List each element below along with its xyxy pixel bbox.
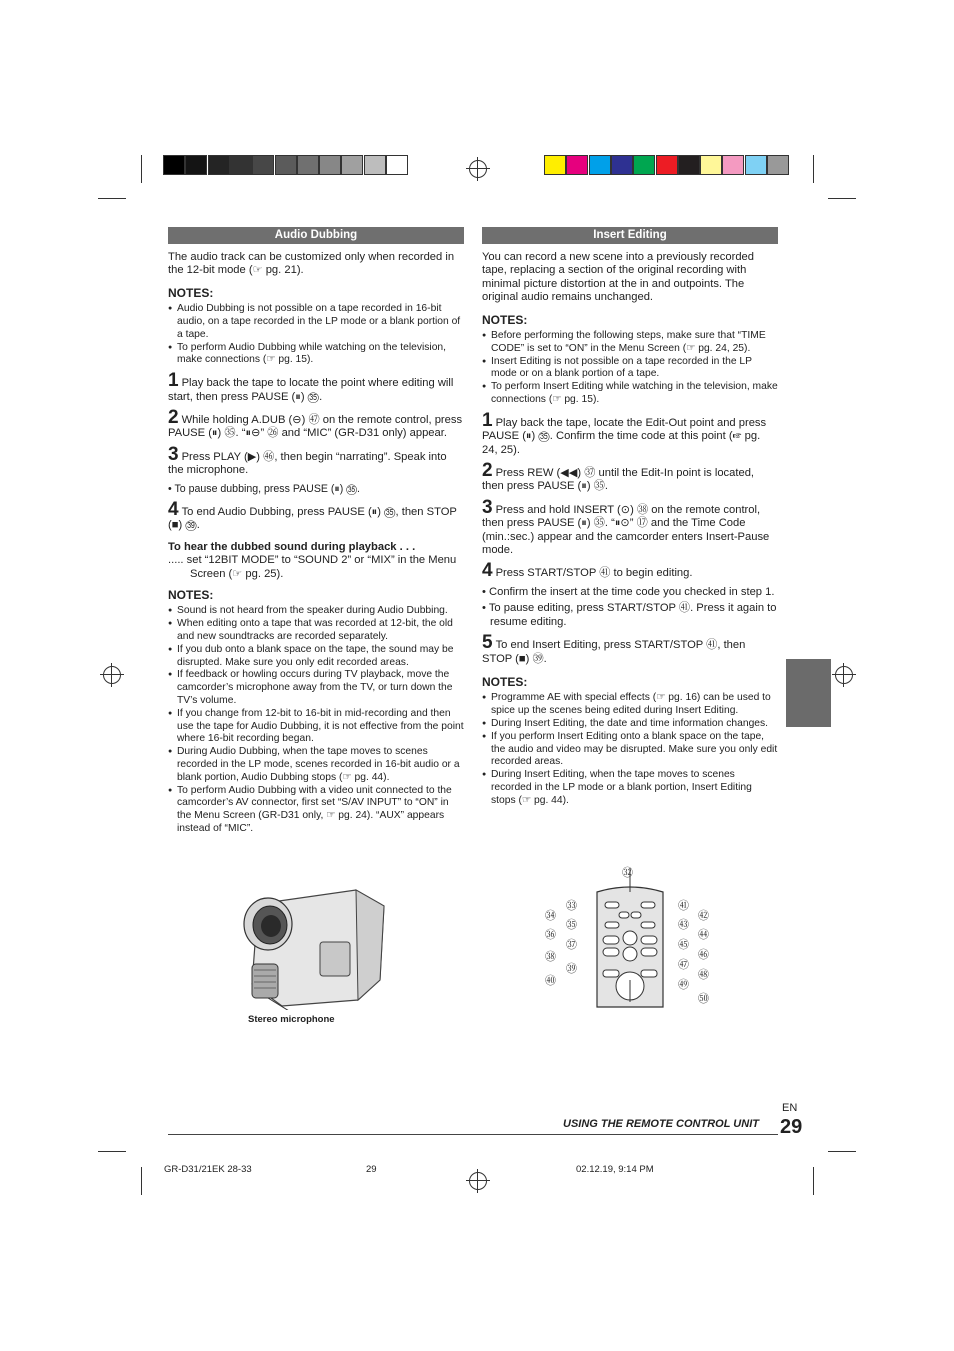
step-number: 3 [482,496,493,518]
sub-note: • To pause editing, press START/STOP ㊶. Press it again to resume editing. [482,602,777,628]
color-swatch [163,155,185,175]
notes-heading: NOTES: [168,285,214,300]
registration-mark-icon [469,1172,487,1190]
step-text: Press and hold INSERT (⊙) ㊳ on the remote control, then press PAUSE (⏸) ㉟. “⏸⊙” ⑰ and the Time Code (min.:sec.) appear and the camcorder enters Insert-Pause mode. [482,503,770,557]
step-text: Play back the tape, locate the Edit-Out point and press PAUSE (⏸) ㉟. Confirm the time code at this point (☞ pg. 24, 25). [482,416,767,456]
color-swatch [678,155,700,175]
note-item: ● Programme AE with special effects (☞ pg. 16) can be used to spice up the scenes being edited during Insert Editing. [482,692,778,718]
camcorder-illustration [238,884,388,1010]
figure-caption: Stereo microphone [248,1014,335,1025]
remote-label: ㊿ [698,993,709,1005]
color-swatch [544,155,566,175]
color-swatch [722,155,744,175]
remote-label: ㊵ [545,975,556,987]
section-tab [786,659,831,727]
note-item: ● To perform Audio Dubbing while watching on the television, make connections (☞ pg. 15). [168,342,464,368]
crop-mark [141,1167,142,1195]
notes-heading: NOTES: [482,674,528,689]
sub-note: • Confirm the insert at the time code you checked in step 1. [482,585,775,598]
color-swatch [589,155,611,175]
hear-text: ..... set “12BIT MODE” to “SOUND 2” or “MIX” in the Menu Screen (☞ pg. 25). [168,554,457,580]
remote-label: ㊻ [698,949,709,961]
note-item: ● Sound is not heard from the speaker during Audio Dubbing. [168,605,464,618]
note-item: ● To perform Audio Dubbing with a video unit connected to the camcorder’s AV connector, first set “S/AV INPUT” to “ON” in the Menu Screen (GR-D31 only, ☞ pg. 24). “AUX” appears instead of “MIC”. [168,785,464,836]
sheet-number: 29 [366,1164,377,1175]
remote-label: ㊾ [678,979,689,991]
remote-label: ㊺ [678,939,689,951]
note-item: ● If feedback or howling occurs during TV playback, move the camcorder’s microphone away from the TV, or turn down the TV’s volume. [168,669,464,707]
step-3 [168,443,464,478]
remote-label: ㊷ [698,910,709,922]
section-footer: USING THE REMOTE CONTROL UNIT [563,1118,759,1130]
intro-text: The audio track can be customized only when recorded in the 12-bit mode (☞ pg. 21). [168,251,455,277]
color-swatch [185,155,207,175]
step-number: 1 [482,409,493,431]
color-swatch [341,155,363,175]
color-swatch [319,155,341,175]
hear-heading: To hear the dubbed sound during playback . . . [168,540,416,553]
color-swatch [364,155,386,175]
step-text: To end Audio Dubbing, press PAUSE (⏸) ㉟, then STOP (■) ㊴. [168,506,457,532]
section-header: Insert Editing [482,227,778,244]
color-swatch [611,155,633,175]
color-swatch [230,155,252,175]
crop-mark [813,155,814,183]
color-swatch [208,155,230,175]
crop-mark [828,1151,856,1152]
step-1 [482,409,778,457]
remote-label: ㉞ [545,910,556,922]
intro-text: You can record a new scene into a previously recorded tape, replacing a section of the original recording with minimal picture distortion at the in and outpoints. The original audio remains unchanged. [482,251,754,304]
notes-heading: NOTES: [482,312,528,327]
note-item: ● When editing onto a tape that was recorded at 12-bit, the old and new soundtracks are recorded separately. [168,618,464,644]
note-item: ● If you dub onto a blank space on the tape, the sound may be disrupted. Make sure you only edit recorded areas. [168,644,464,670]
remote-label: ㊲ [566,939,577,951]
remote-label: ㊶ [678,900,689,912]
step-number: 2 [168,407,179,429]
color-swatch [633,155,655,175]
step-text: Press PLAY (▶) ㊻, then begin “narrating”. Speak into the microphone. [168,450,447,477]
remote-label: ㊱ [545,929,556,941]
color-swatch [386,155,408,175]
remote-label: ㊳ [545,951,556,963]
step-text: Press REW (◀◀) ㊲ until the Edit-In point is located, then press PAUSE (⏸) ㉟. [482,467,755,493]
step-text: Press START/STOP ㊶ to begin editing. [495,567,693,580]
color-swatch [745,155,767,175]
remote-label: ㊽ [698,969,709,981]
step-4 [482,560,778,582]
color-swatch [275,155,297,175]
note-item: ● During Insert Editing, when the tape moves to scenes recorded in the LP mode or a blank portion, Insert Editing stops (☞ pg. 44). [482,769,778,807]
step-3 [482,496,778,558]
remote-label: ㉝ [566,900,577,912]
step-2 [482,460,778,494]
remote-label: ㉟ [566,919,577,931]
note-item: ● During Insert Editing, the date and time information changes. [482,718,778,731]
color-swatch [767,155,789,175]
language-label: EN [782,1102,798,1114]
crop-mark [141,155,142,183]
file-name: GR-D31/21EK 28-33 [164,1164,252,1175]
step-5 [482,632,778,666]
note-item: ● Insert Editing is not possible on a tape recorded in the LP mode or on a blank portion of a tape. [482,356,778,382]
color-swatch [297,155,319,175]
step-4 [168,499,464,533]
remote-label: ㊴ [566,963,577,975]
note-item: ● To perform Insert Editing while watching in the television, make connections (☞ pg. 15). [482,381,778,407]
color-swatch [656,155,678,175]
notes-heading: NOTES: [168,588,214,603]
color-swatch [700,155,722,175]
pause-note: • To pause dubbing, press PAUSE (⏸) ㉟. [168,482,360,495]
print-timestamp: 02.12.19, 9:14 PM [576,1164,654,1175]
remote-label-top: ㉜ [622,867,633,879]
remote-label: ㊼ [678,959,689,971]
crop-mark [98,198,126,199]
note-item: ● If you change from 12-bit to 16-bit in mid-recording and then use the tape for Audio Dubbing, it is not effective from the point where 16-bit recording began. [168,708,464,746]
step-text: While holding A.DUB (⊖) ㊼ on the remote control, press PAUSE (⏸) ㉟. “⏸⊖” ㉖ and “MIC” (GR-D31 only) appear. [168,414,463,440]
step-number: 1 [168,370,179,392]
note-item: ● Before performing the following steps, make sure that “TIME CODE” is set to “ON” in the Menu Screen (☞ pg. 24, 25). [482,330,778,356]
crop-mark [813,1167,814,1195]
step-1 [168,370,464,404]
crop-mark [98,1151,126,1152]
step-number: 2 [482,460,493,482]
step-number: 4 [482,560,493,582]
step-number: 3 [168,443,179,465]
color-swatch [252,155,274,175]
step-number: 4 [168,499,179,521]
remote-label: ㊹ [698,929,709,941]
stereo-microphone [252,964,278,998]
audio-dubbing-section [168,227,464,836]
step-number: 5 [482,632,493,654]
remote-label: ㊸ [678,919,689,931]
step-text: To end Insert Editing, press START/STOP ㊶, then STOP (■) ㊴. [482,639,746,665]
crop-mark [828,198,856,199]
section-header: Audio Dubbing [168,227,464,244]
registration-mark-icon [469,160,487,178]
registration-mark-icon [835,666,853,684]
step-2 [168,407,464,441]
page-number: 29 [780,1116,803,1138]
color-swatch [566,155,588,175]
insert-editing-section [482,227,778,807]
note-item: ● If you perform Insert Editing onto a blank space on the tape, the audio and video may be disrupted. Make sure you only edit recorded areas. [482,731,778,769]
note-item: ● Audio Dubbing is not possible on a tape recorded in 16-bit audio, on a tape recorded in the LP mode or a blank portion of a tape. [168,303,464,341]
note-item: ● During Audio Dubbing, when the tape moves to scenes recorded in the LP mode, scenes recorded in 16-bit audio or a blank portion, Audio Dubbing stops (☞ pg. 44). [168,746,464,784]
footer-rule [168,1134,778,1135]
step-text: Play back the tape to locate the point where editing will start, then press PAUSE (⏸) ㉟. [168,377,454,403]
registration-mark-icon [103,666,121,684]
